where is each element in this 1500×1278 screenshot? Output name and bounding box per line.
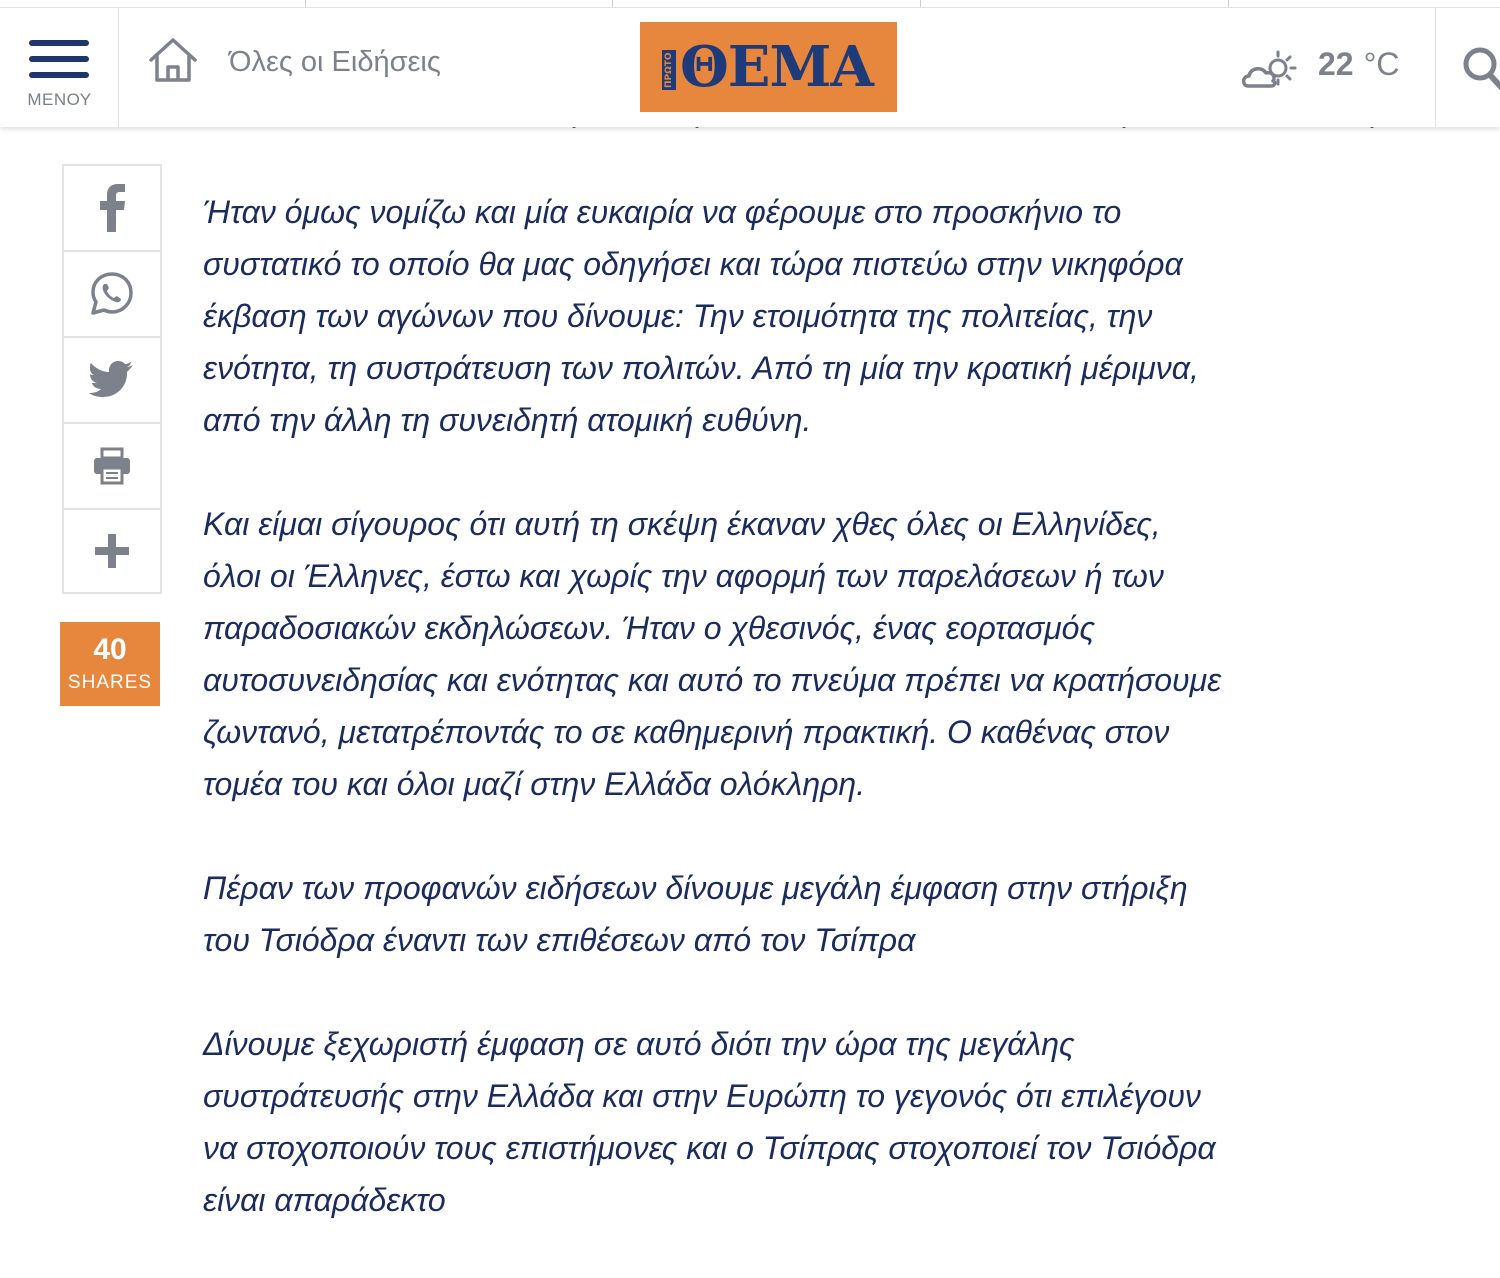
share-count-number: 40 xyxy=(93,633,127,666)
logo-main-text: ΘΕΜΑ xyxy=(680,34,873,100)
share-count-label: SHARES xyxy=(67,672,153,693)
article-paragraph: Πέραν των προφανών ειδήσεων δίνουμε μεγάλη έμφαση στην στήριξη του Τσιόδρα έναντι των επιθέσεων από τον Τσίπρα xyxy=(203,870,1188,958)
hamburger-icon xyxy=(29,40,89,46)
site-logo[interactable] xyxy=(640,22,897,112)
tab-strip xyxy=(0,0,1500,8)
hamburger-icon xyxy=(29,56,89,62)
search-button[interactable] xyxy=(1435,8,1500,127)
home-icon[interactable] xyxy=(148,36,198,84)
whatsapp-icon xyxy=(89,271,135,317)
site-header xyxy=(0,8,1500,127)
temperature xyxy=(1318,46,1400,83)
twitter-icon xyxy=(89,361,135,399)
temperature-value: 22 xyxy=(1318,46,1354,82)
article-paragraph: Και είμαι σίγουρος ότι αυτή τη σκέψη έκαναν χθες όλες οι Ελληνίδες, όλοι οι Έλληνες, έστω και χωρίς την αφορμή των παρελάσεων ή των παραδοσιακών εκδηλώσεων. Ήταν ο χθεσινός, ένας εορτασμός αυτοσυνειδησίας και ενότητας και αυτό το πνεύμα πρέπει να κρατήσουμε ζωντανό, μετατρέποντάς το σε καθημερινή πρακτική. Ο καθένας στον τομέα του και όλοι μαζί στην Ελλάδα ολόκληρη. xyxy=(203,506,1222,802)
temperature-unit: °C xyxy=(1363,46,1400,82)
facebook-icon xyxy=(97,184,127,232)
print-button[interactable] xyxy=(62,422,162,508)
article-paragraph: Δίνουμε ξεχωριστή έμφαση σε αυτό διότι την ώρα της μεγάλης συστράτευσής στην Ελλάδα και στην Ευρώπη το γεγονός ότι επιλέγουν να στοχοποιούν τους επιστήμονες και ο Τσίπρας στοχοποιεί τον Τσιόδρα είναι απαράδεκτο xyxy=(203,1026,1216,1218)
print-icon xyxy=(92,447,132,485)
whatsapp-share-button[interactable] xyxy=(62,250,162,336)
twitter-share-button[interactable] xyxy=(62,336,162,422)
plus-icon xyxy=(95,534,129,568)
all-news-link[interactable]: Όλες οι Ειδήσεις xyxy=(229,46,441,78)
more-share-button[interactable] xyxy=(62,508,162,594)
search-icon xyxy=(1462,44,1500,92)
menu-label: ΜΕΝΟΥ xyxy=(27,90,92,109)
tab-divider xyxy=(612,0,613,7)
hamburger-icon xyxy=(29,72,89,78)
menu-button[interactable] xyxy=(0,8,119,127)
tab-divider xyxy=(305,0,306,7)
tab-divider xyxy=(1228,0,1229,7)
share-bar xyxy=(62,164,162,594)
share-count-badge xyxy=(60,622,160,706)
partly-cloudy-icon xyxy=(1240,50,1298,96)
article-body xyxy=(203,186,1493,1278)
logo-small-text: ΠΡΩΤΟ xyxy=(662,50,676,90)
facebook-share-button[interactable] xyxy=(62,164,162,250)
article-paragraph: Ήταν όμως νομίζω και μία ευκαιρία να φέρουμε στο προσκήνιο το συστατικό το οποίο θα μας οδηγήσει και τώρα πιστεύω στην νικηφόρα έκβαση των αγώνων που δίνουμε: Την ετοιμότητα της πολιτείας, την ενότητα, τη συστράτευση των πολιτών. Από τη μία την κρατική μέριμνα, από την άλλη τη συνειδητή ατομική ευθύνη. xyxy=(203,194,1199,438)
tab-divider xyxy=(920,0,921,7)
